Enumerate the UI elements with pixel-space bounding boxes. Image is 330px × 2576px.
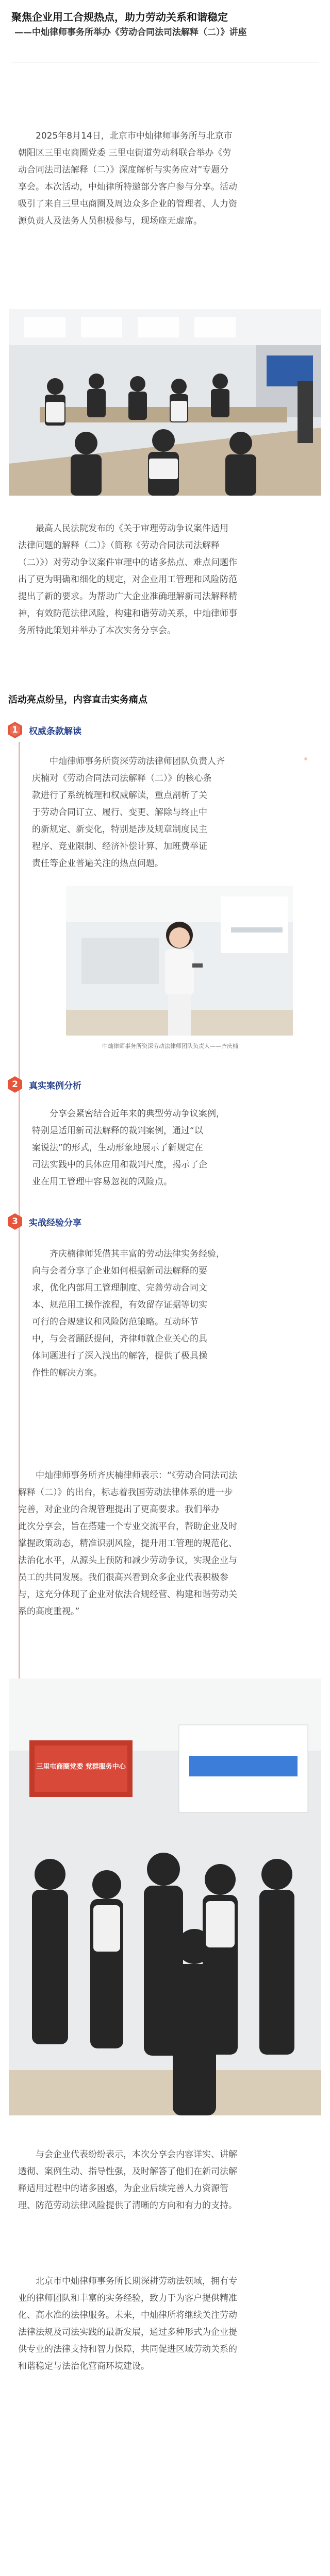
article-subtitle — [11, 25, 319, 40]
intro-p2-line: 出了更为明确和细化的规定，对企业用工管理和风险防范 — [18, 574, 237, 585]
sub2-line: 案说法”的形式，生动形象地展示了新规定在 — [32, 1143, 203, 1153]
intro-p1-line: 朝阳区三里屯商圈党委 三里屯街道劳动科联合举办《劳 — [18, 148, 232, 158]
sub3-title: 实战经验分享 — [29, 1217, 81, 1228]
sub-heading-3 — [6, 1213, 81, 1230]
speaker-caption: 中灿律师事务所资深劳动法律师团队负责人——齐庆楠 — [102, 1043, 238, 1049]
closing-paragraph-1 — [18, 2146, 312, 2214]
closing-p1-line: 理、防范劳动法律风险提供了清晰的方向和有力的支持。 — [18, 2200, 237, 2211]
sub2-line: 特别是适用新司法解释的裁判案例，通过“以 — [32, 1126, 203, 1136]
quote-paragraph — [18, 1467, 312, 1620]
intro-p1-line: 动合同法司法解释（二）》深度解析与实务应对”专题分 — [18, 165, 229, 175]
sub-heading-2 — [6, 1076, 81, 1093]
intro-p1-line: 源负责人及法务人员积极参与，现场座无虚席。 — [18, 216, 202, 226]
sub2-line: 分享会紧密结合近年来的典型劳动争议案例， — [50, 1109, 225, 1119]
quote-line: 此次分享会，旨在搭建一个专业交流平台，帮助企业及时 — [18, 1521, 237, 1532]
sub3-line: 求，优化内部用工管理制度、完善劳动合同文 — [32, 1283, 207, 1293]
intro-paragraph-1 — [18, 128, 312, 230]
sub2-number: 2 — [12, 1079, 18, 1090]
number-badge-icon — [6, 721, 24, 739]
quote-line: 中灿律师事务所齐庆楠律师表示：“《劳动合同法司法 — [36, 1470, 238, 1481]
quote-line: 法治化水平，从源头上预防和减少劳动争议，实现企业与 — [18, 1555, 237, 1566]
article-title: 聚焦企业用工合规热点，助力劳动关系和谐稳定 — [11, 11, 228, 23]
closing-p1-line: 释适用过程中的诸多困惑，为企业后续完善人力资源管 — [18, 2183, 228, 2194]
quote-line: 系的高度重视。” — [18, 1606, 80, 1617]
sub2-body — [32, 1106, 310, 1191]
intro-p2-line: 法律问题的解释（二）》（简称《劳动合同法司法解释 — [18, 540, 220, 551]
article-subtitle-text: ——中灿律师事务所举办《劳动合同法司法解释（二）》讲座 — [14, 27, 247, 38]
sub3-line: 体问题进行了深入浅出的解答，提供了极具操 — [32, 1351, 207, 1361]
sub1-number: 1 — [12, 725, 18, 735]
quote-line: 掌握政策动态，精准识别风险，提升用工管理的规范化、 — [18, 1538, 237, 1549]
sub2-title: 真实案例分析 — [29, 1080, 81, 1091]
sub1-line: 庆楠对《劳动合同法司法解释（二）》的核心条 — [32, 773, 212, 784]
sub3-body — [32, 1246, 310, 1382]
closing-p2-line: 法律法规及司法实践的最新发展，通过多种形式为企业提 — [18, 2327, 237, 2337]
intro-p1-line: 吸引了来自三里屯商圈及周边众多企业的管理者、人力资 — [18, 199, 237, 209]
sub1-line: 于劳动合同订立、履行、变更、解除与终止中 — [32, 807, 207, 818]
article-header — [0, 0, 330, 40]
closing-p2-line: 北京市中灿律师事务所长期深耕劳动法领域，拥有专 — [36, 2276, 237, 2286]
sub3-line: 可行的合规建议和风险防范策略。互动环节 — [32, 1317, 199, 1327]
photo-service-center — [9, 1679, 321, 2115]
speaker-illustration — [66, 886, 293, 1036]
sub1-line: 中灿律师事务所资深劳动法律师团队负责人齐 — [50, 756, 225, 767]
sub3-line: 中，与会者踊跃提问，齐律师就企业关心的具 — [32, 1334, 207, 1344]
sub1-line: 的新规定、新变化，特别是涉及规章制度民主 — [32, 824, 207, 835]
service-center-illustration — [9, 1679, 321, 2115]
number-badge-icon — [6, 1213, 24, 1230]
quote-line: 解释（二）》的出台，标志着我国劳动法律体系的进一步 — [18, 1487, 233, 1498]
sub2-line: 司法实践中的具体应用和裁判尺度，揭示了企 — [32, 1160, 207, 1170]
closing-p2-line: 和谐稳定与法治化营商环境建设。 — [18, 2361, 150, 2371]
sub1-body — [32, 753, 310, 872]
number-badge-icon — [6, 1076, 24, 1093]
intro-p2-line: 提出了新的要求。为帮助广大企业准确理解新司法解释精 — [18, 591, 237, 602]
section-heading: 活动亮点纷呈，内容直击实务痛点 — [8, 694, 147, 705]
photo-speaker — [66, 886, 293, 1036]
closing-p2-line: 供专业的法律支持和智力保障，共同促进区域劳动关系的 — [18, 2344, 237, 2354]
sub1-title: 权威条款解读 — [29, 726, 81, 737]
sub1-line: 程序、竞业限制、经济补偿计算、加班费举证 — [32, 841, 207, 852]
intro-p1-line: 享会。本次活动，中灿律所特邀部分客户参与分享。活动 — [18, 182, 237, 192]
sub3-line: 向与会者分享了企业如何根据新司法解释的要 — [32, 1266, 207, 1276]
sub1-line: 责任等企业普遍关注的热点问题。 — [32, 858, 163, 869]
closing-paragraph-2 — [18, 2273, 312, 2375]
quote-line: 完善，对企业的合规管理提出了更高要求。我们举办 — [18, 1504, 220, 1515]
closing-p1-line: 与会企业代表纷纷表示，本次分享会内容详实、讲解 — [36, 2149, 237, 2160]
sub3-line: 本、规范用工操作流程，有效留存证据等切实 — [32, 1300, 207, 1310]
quote-line: 员工的共同发展。我们很高兴看到众多企业代表积极参 — [18, 1572, 228, 1583]
intro-p2-line: 神，有效防范法律风险，构建和谐劳动关系，中灿律师事 — [18, 608, 237, 619]
sub2-line: 业在用工管理中容易忽视的风险点。 — [32, 1177, 172, 1187]
quote-line: 与，这充分体现了企业对依法合规经营、构建和谐劳动关 — [18, 1589, 237, 1600]
intro-p2-line: （二）》）对劳动争议案件审理中的诸多热点、难点问题作 — [18, 557, 237, 568]
intro-paragraph-2 — [18, 520, 312, 639]
sub3-number: 3 — [12, 1216, 18, 1227]
closing-p2-line: 业的律师团队和丰富的实务经验，致力于为客户提供精准 — [18, 2293, 237, 2303]
intro-p2-line: 最高人民法院发布的《关于审理劳动争议案件适用 — [36, 523, 228, 534]
sub-heading-1 — [6, 721, 81, 739]
sub3-line: 作性的解决方案。 — [32, 1368, 102, 1378]
closing-p1-line: 透彻、案例生动、指导性强，及时解答了他们在新司法解 — [18, 2166, 237, 2177]
photo-meeting-room — [9, 309, 321, 496]
sub1-line: 款进行了系统梳理和权威解读，重点剖析了关 — [32, 790, 207, 801]
sub3-line: 齐庆楠律师凭借其丰富的劳动法律实务经验， — [50, 1249, 225, 1259]
meeting-room-illustration — [9, 309, 321, 496]
intro-p1-line: 2025年8月14日，北京市中灿律师事务所与北京市 — [36, 131, 233, 141]
photo3-banner: 三里屯商圈党委 党群服务中心 — [36, 1763, 126, 1771]
closing-p2-line: 化、高水准的法律服务。未来，中灿律所将继续关注劳动 — [18, 2310, 237, 2320]
intro-p2-line: 务所特此策划并举办了本次实务分享会。 — [18, 625, 176, 636]
